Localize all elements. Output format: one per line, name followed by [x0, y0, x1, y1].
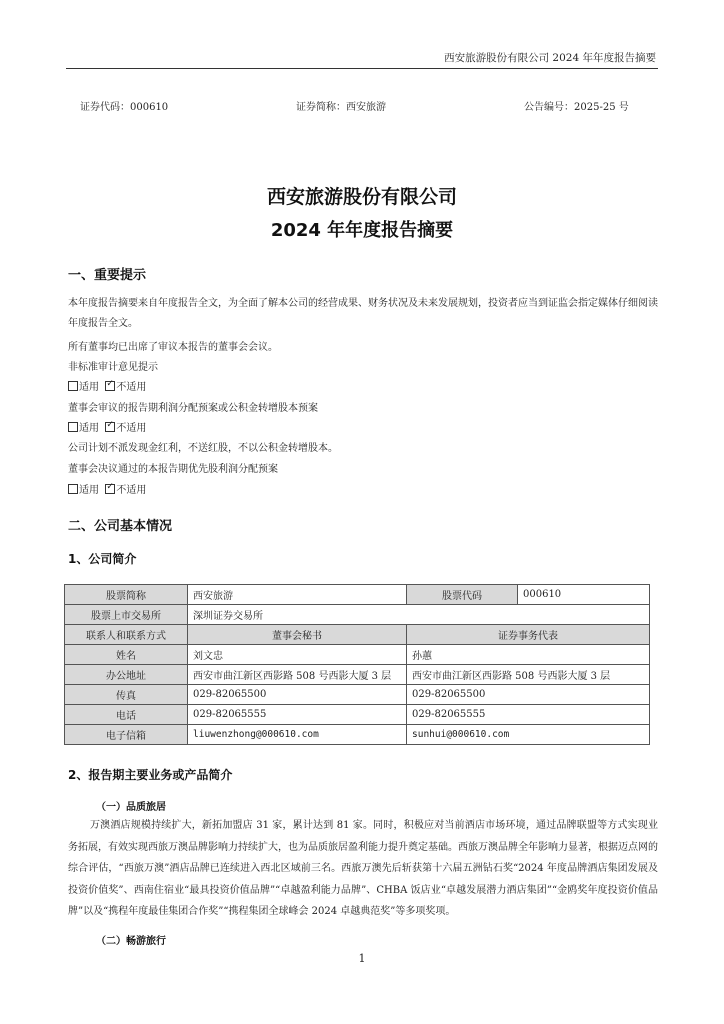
table-cell: 刘文忠 — [188, 645, 407, 665]
quality-lodging-heading: （一）品质旅居 — [96, 802, 166, 813]
table-cell: 029-82065500 — [188, 685, 407, 705]
header-divider — [66, 68, 658, 69]
table-cell: 联系人和联系方式 — [65, 625, 188, 645]
table-row — [65, 725, 650, 745]
table-cell: 深圳证券交易所 — [188, 605, 650, 625]
checkbox-checked-icon — [105, 381, 115, 391]
table-cell: 董事会秘书 — [188, 625, 407, 645]
checkbox-checked-icon — [105, 484, 115, 494]
table-cell: sunhui@000610.com — [407, 725, 650, 745]
company-profile-table — [64, 584, 650, 745]
travel-heading: （二）畅游旅行 — [96, 936, 166, 947]
table-cell: 股票代码 — [407, 585, 518, 605]
table-cell: 办公地址 — [65, 665, 188, 685]
notice-number: 公告编号：2025-25 号 — [524, 102, 629, 113]
table-cell: 股票简称 — [65, 585, 188, 605]
table-cell: 029-82065500 — [407, 685, 650, 705]
table-row — [65, 685, 650, 705]
table-row — [65, 705, 650, 725]
table-row — [65, 585, 650, 605]
table-cell: 股票上市交易所 — [65, 605, 188, 625]
section-company-basics-heading: 二、公司基本情况 — [68, 519, 173, 534]
page-number: 1 — [358, 952, 366, 965]
table-row — [65, 645, 650, 665]
checkbox-checked-icon — [105, 422, 115, 432]
page-header: 西安旅游股份有限公司 2024 年年度报告摘要 — [444, 52, 656, 64]
table-row — [65, 605, 650, 625]
table-cell: liuwenzhong@000610.com — [188, 725, 407, 745]
audit-opinion-options: 适用 ✓ 不适用 — [68, 378, 146, 393]
checkbox-icon — [68, 422, 78, 432]
table-cell: 孙蕙 — [407, 645, 650, 665]
table-cell: 西安旅游 — [188, 585, 407, 605]
table-row — [65, 625, 650, 645]
preferred-dividend-label: 董事会决议通过的本报告期优先股利润分配预案 — [68, 464, 278, 475]
board-attendance: 所有董事均已出席了审议本报告的董事会会议。 — [68, 342, 278, 353]
table-cell: 029-82065555 — [188, 705, 407, 725]
table-cell: 000610 — [518, 585, 650, 605]
intro-paragraph: 本年度报告摘要来自年度报告全文，为全面了解本公司的经营成果、财务状况及未来发展规划，投资者应当到证监会指定媒体仔细阅读年度报告全文。 — [68, 298, 658, 329]
preferred-dividend-options: 适用 ✓ 不适用 — [68, 481, 146, 496]
profit-plan-text: 公司计划不派发现金红利，不送红股，不以公积金转增股本。 — [68, 443, 338, 454]
business-overview-heading: 2、报告期主要业务或产品简介 — [68, 768, 233, 782]
table-cell: 西安市曲江新区西影路 508 号西影大厦 3 层 — [188, 665, 407, 685]
section-important-notes-heading: 一、重要提示 — [68, 268, 147, 283]
table-row — [65, 665, 650, 685]
quality-lodging-paragraph: 万澳酒店规模持续扩大，新拓加盟店 31 家，累计达到 81 家。同时，积极应对当前酒店市场环境，通过品牌联盟等方式实现业务拓展，有效实现西旅万澳品牌影响力持续扩大，也为品质旅居盈利能力提升奠定基础。西旅万澳品牌全年影响力显著，根据迈点网的综合评估，“西旅万澳”酒店品牌已连续进入西北区域前三名。西旅万澳先后斩获第十六届五洲钻石奖“2024 年度品牌酒店集团发展及投资价值奖”、西南住宿业“最具投资价值品牌”“卓越盈利能力品牌”、CHBA 饭店业“卓越发展潜力酒店集团”“金鸥奖年度投资价值品牌”以及“携程年度最佳集团合作奖”“携程集团全球峰会 2024 卓越典范奖”等多项奖项。 — [68, 820, 658, 917]
document-title-company: 西安旅游股份有限公司 — [266, 186, 457, 208]
table-cell: 传真 — [65, 685, 188, 705]
table-cell: 西安市曲江新区西影路 508 号西影大厦 3 层 — [407, 665, 650, 685]
table-cell: 姓名 — [65, 645, 188, 665]
stock-code: 证券代码：000610 — [80, 102, 169, 113]
checkbox-icon — [68, 381, 78, 391]
stock-abbreviation: 证券简称：西安旅游 — [296, 102, 386, 113]
table-cell: 证券事务代表 — [407, 625, 650, 645]
table-cell: 电子信箱 — [65, 725, 188, 745]
profit-plan-label: 董事会审议的报告期利润分配预案或公积金转增股本预案 — [68, 403, 318, 414]
audit-opinion-label: 非标准审计意见提示 — [68, 362, 158, 373]
table-cell: 029-82065555 — [407, 705, 650, 725]
profit-plan-options: 适用 ✓ 不适用 — [68, 419, 146, 434]
checkbox-icon — [68, 484, 78, 494]
company-profile-heading: 1、公司简介 — [68, 552, 137, 566]
document-title-report: 2024 年年度报告摘要 — [270, 220, 454, 241]
table-cell: 电话 — [65, 705, 188, 725]
